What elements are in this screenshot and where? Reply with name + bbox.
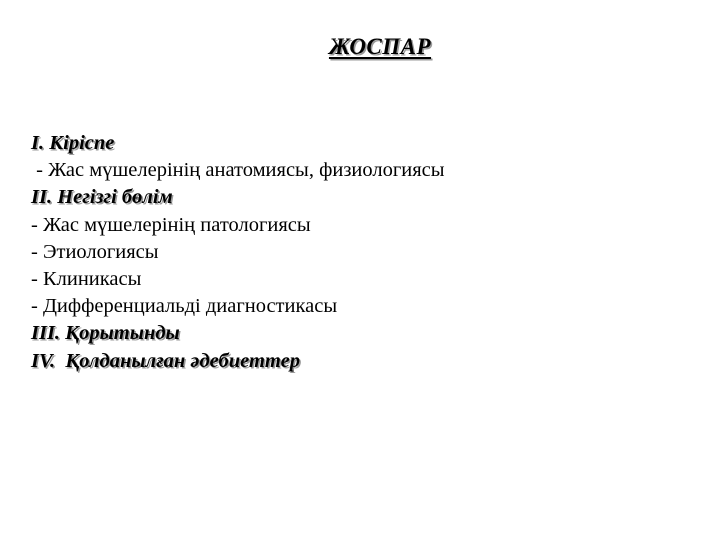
outline-list: [31, 130, 445, 375]
section-heading-conclusion: III. Қорытынды: [31, 322, 180, 345]
section-heading-introduction: I. Кіріспе: [31, 132, 115, 154]
slide-title: ЖОСПАР: [328, 34, 432, 59]
section-heading-references: IV. Қолданылған әдебиеттер: [31, 349, 300, 372]
outline-item: - Жас мүшелерінің анатомиясы, физиологиясы: [31, 159, 445, 182]
outline-item: - Этиологиясы: [31, 240, 159, 263]
outline-item: - Дифференциальді диагностикасы: [31, 295, 338, 318]
section-heading-main-part: II. Негізгі бөлім: [31, 186, 173, 209]
outline-item: - Клиникасы: [31, 268, 142, 291]
outline-item: - Жас мүшелерінің патологиясы: [31, 213, 311, 236]
